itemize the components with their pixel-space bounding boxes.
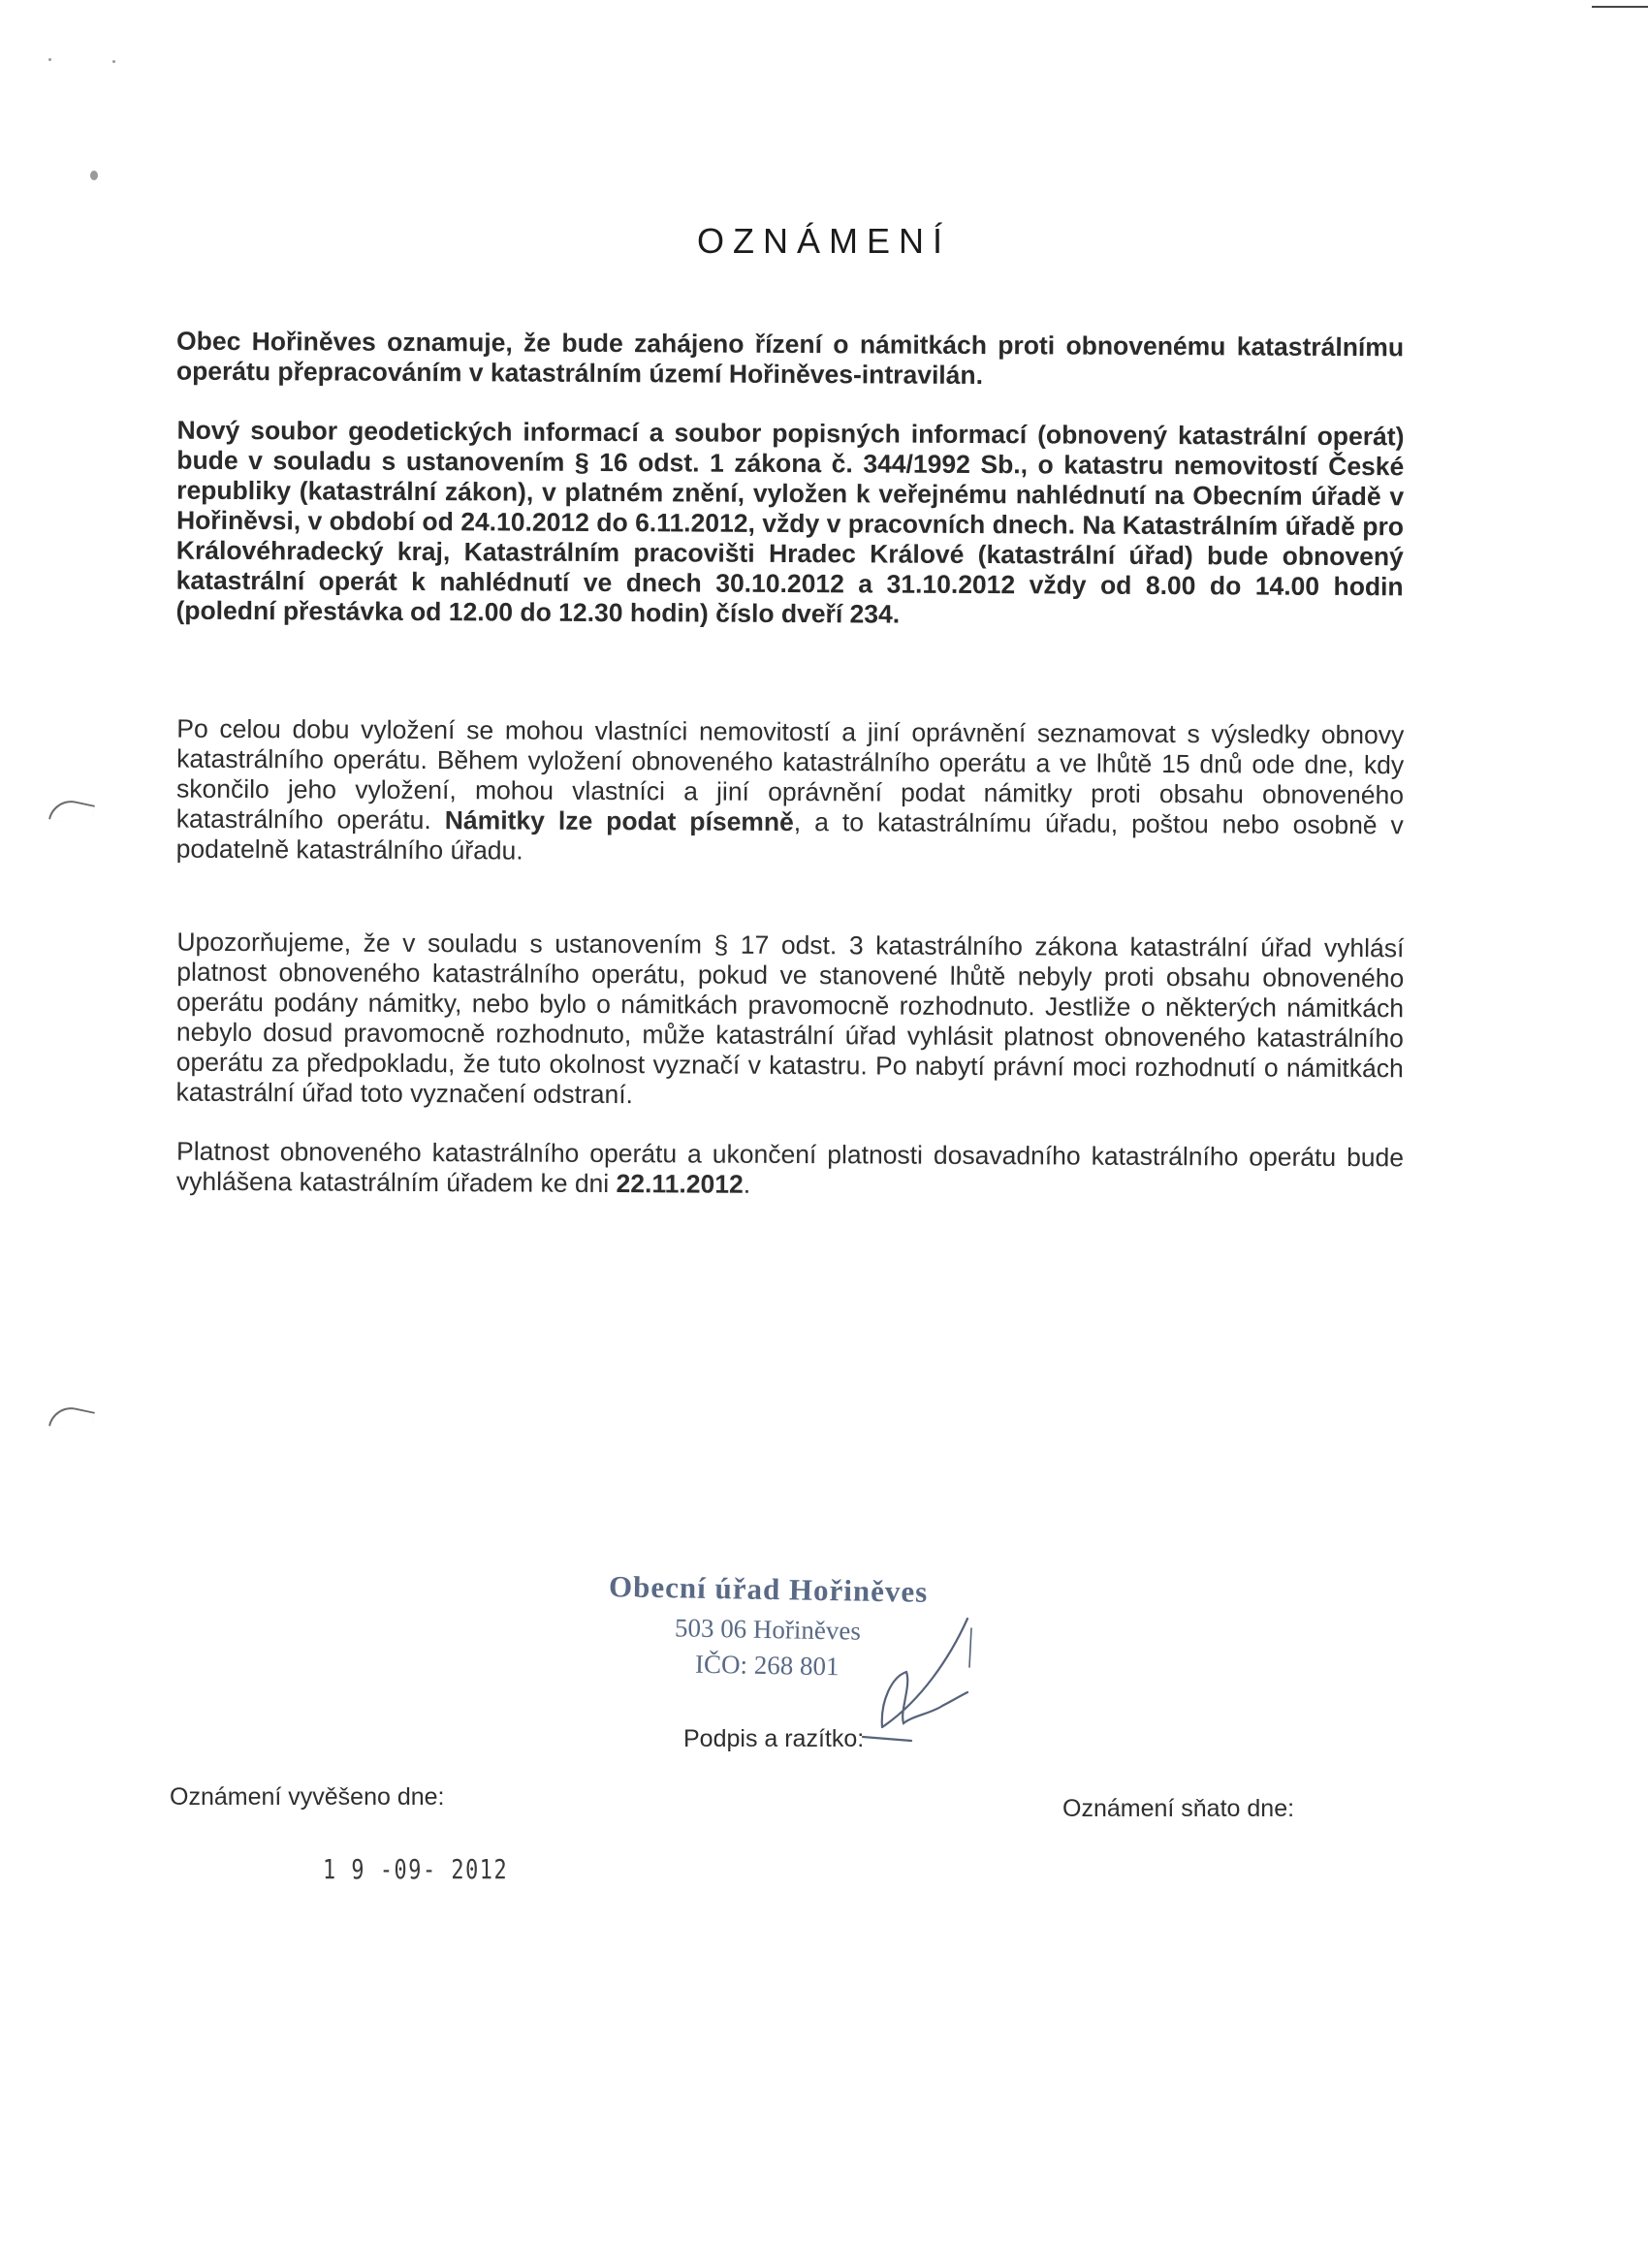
objections-emphasis: Námitky lze podat písemně	[444, 805, 794, 837]
inspection-paragraph: Nový soubor geodetických informací a soubor popisných informací (obnovený katastrální operát) bude v souladu s ustanovením § 16 odst. 1 zákona č. 344/1992 Sb., o katastru nemovitostí České republiky (katastrální zákon), v platném znění, vyložen k veřejnému nahlédnutí na Obecním úřadě v Hořiněvsi, v období od 24.10.2012 do 6.11.2012, vždy v pracovních dnech. Na Katastrálním úřadě pro Královéhradecký kraj, Katastrálním pracovišti Hradec Králové (katastrální úřad) bude obnovený katastrální operát k nahlédnutí ve dnech 30.10.2012 a 31.10.2012 vždy od 8.00 do 14.00 hodin (polední přestávka od 12.00 do 12.30 hodin) číslo dveří 234.	[175, 415, 1405, 629]
scan-speck	[90, 171, 98, 180]
objections-text: Po celou dobu vyložení se mohou vlastníci nemovitostí a jiní oprávnění seznamovat s výsledky obnovy katastrálního operátu. Během vyložení obnoveného katastrálního operátu a ve lhůtě 15 dnů ode dne, kdy skončilo jeho vyložení, mohou vlastníci a jiní oprávnění podat námitky proti obsahu obnoveného katastrálního operátu.	[175, 713, 1405, 835]
stamp-office-name: Obecní úřad Hořiněves	[608, 1569, 929, 1609]
scan-speck	[112, 60, 115, 63]
scan-edge-mark	[1592, 6, 1648, 8]
intro-paragraph: Obec Hořiněves oznamuje, že bude zahájeno řízení o námitkách proti obnovenému katastrálnímu operátu přepracováním v katastrálním území Hořiněves-intravilán.	[175, 326, 1405, 391]
final-paragraph	[176, 1137, 1404, 1204]
objections-paragraph	[176, 714, 1405, 871]
scan-speck	[48, 58, 51, 61]
stamp-ico: IČO: 268 801	[694, 1649, 840, 1682]
stamp-address: 503 06 Hořiněves	[674, 1613, 862, 1646]
punch-hole-mark	[48, 1403, 95, 1435]
signature-label: Podpis a razítko:	[683, 1725, 865, 1752]
posted-date-label: Oznámení vyvěšeno dne:	[170, 1783, 445, 1811]
final-text-end: .	[743, 1169, 751, 1199]
punch-hole-mark	[48, 797, 95, 829]
final-text: Platnost obnoveného katastrálního operátu a ukončení platnosti dosavadního katastrálního operátu bude vyhlášena katastrálním úřadem ke dni	[175, 1136, 1405, 1199]
posted-date-stamp: 1 9 -09- 2012	[323, 1853, 509, 1885]
objections-text-end: , a to katastrálnímu úřadu, poštou nebo osobně v podatelně katastrálního úřadu.	[175, 807, 1404, 866]
validity-paragraph: Upozorňujeme, že v souladu s ustanovením § 17 odst. 3 katastrálního zákona katastrální úřad vyhlásí platnost obnoveného katastrálního operátu, pokud ve stanovené lhůtě nebyly proti obsahu obnoveného operátu podány námitky, nebo bylo o námitkách pravomocně rozhodnuto. Jestliže o některých námitkách nebylo dosud pravomocně rozhodnuto, může katastrální úřad vyhlásit platnost obnoveného katastrálního operátu za předpokladu, že tuto okolnost vyznačí v katastru. Po nabytí právní moci rozhodnutí o námitkách katastrální úřad toto vyznačení odstraní.	[175, 927, 1405, 1110]
handwritten-signature	[853, 1609, 1008, 1745]
page-title: OZNÁMENÍ	[696, 221, 951, 261]
removed-date-label: Oznámení sňato dne:	[1062, 1795, 1295, 1822]
final-date: 22.11.2012	[616, 1169, 744, 1199]
